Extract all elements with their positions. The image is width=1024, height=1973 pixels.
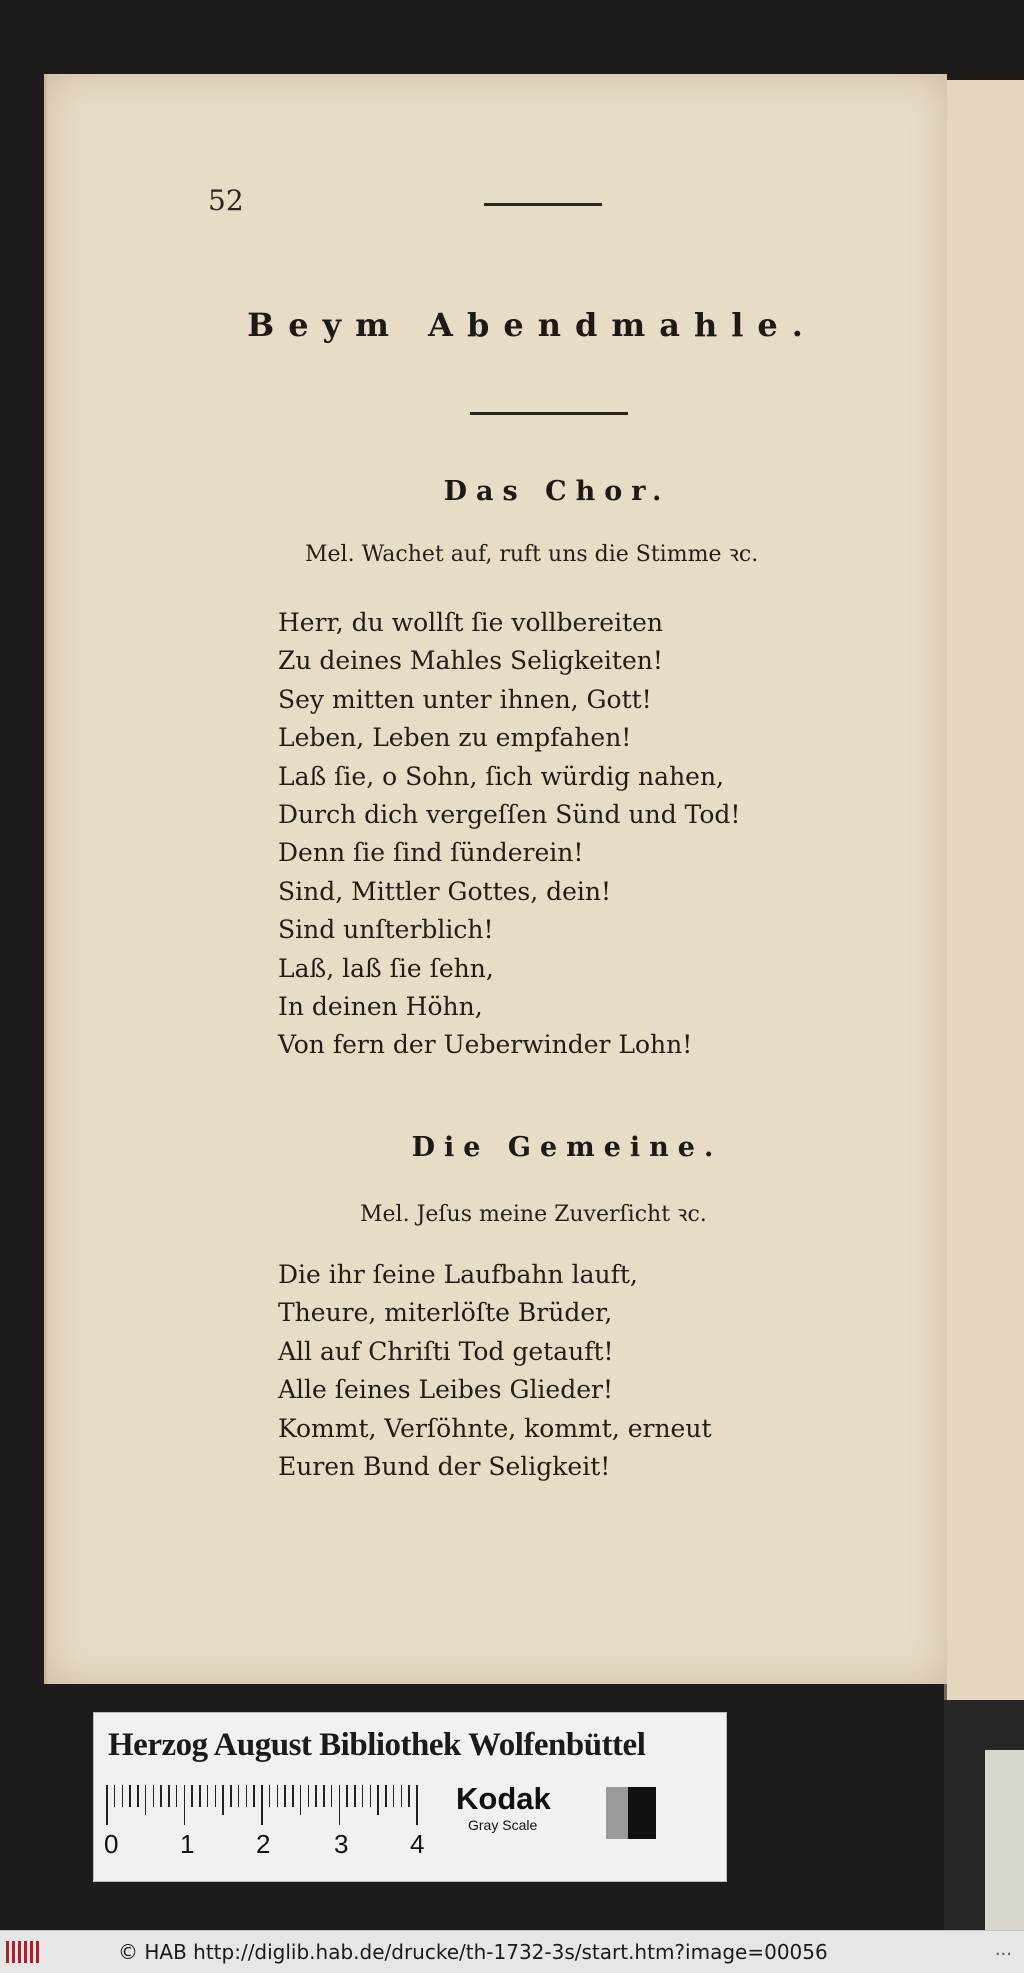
more-menu-icon[interactable]: ... [994,1939,1012,1960]
header-rule [484,203,602,206]
scale-ruler [106,1785,436,1825]
ruler-tick [215,1785,217,1807]
viewer-footer [0,1930,1024,1973]
hab-logo-icon [6,1941,46,1963]
page-title: Beym Abendmahle. [247,306,817,344]
ruler-tick [114,1785,116,1807]
ruler-tick [323,1785,325,1807]
verse-line: Leben, Leben zu empfahen! [278,723,632,753]
gray-patch [606,1787,628,1839]
ruler-tick [277,1785,279,1807]
page-number: 52 [208,184,244,217]
ruler-tick [168,1785,170,1807]
verse-line: Theure, miterlöſte Brüder, [278,1298,613,1328]
ruler-tick [153,1785,155,1807]
verse-line: All auf Chriſti Tod getauft! [278,1336,614,1366]
ruler-tick [331,1785,333,1807]
copyright-url[interactable]: © HAB http://diglib.hab.de/drucke/th-1732-3s/start.htm?image=00056 [118,1940,828,1964]
ruler-tick [408,1785,410,1807]
ruler-tick [377,1785,379,1815]
melody-note-chor: Mel. Wachet auf, ruft uns die Stimme ꝛc. [305,542,759,567]
ruler-tick [238,1785,240,1807]
ruler-tick [253,1785,255,1807]
ruler-tick [315,1785,317,1807]
ruler-tick [222,1785,224,1815]
verse-chor [278,604,740,1065]
adjacent-label-fragment [985,1750,1024,1930]
ruler-tick [401,1785,403,1807]
ruler-tick [176,1785,178,1807]
verse-line: In deinen Höhn, [278,992,483,1022]
scale-number: 3 [334,1829,349,1859]
ruler-tick [191,1785,193,1807]
verse-line: Euren Bund der Seligkeit! [278,1452,611,1482]
ruler-tick [300,1785,302,1815]
scale-number: 4 [410,1829,425,1859]
verse-line: Sind, Mittler Gottes, dein! [278,876,612,906]
verse-line: Sey mitten unter ihnen, Gott! [278,684,652,714]
verse-line: Durch dich vergeſſen Sünd und Tod! [278,800,741,830]
ruler-tick [207,1785,209,1807]
verse-line: Laß ſie, o Sohn, ſich würdig nahen, [278,761,725,791]
verse-line: Von fern der Ueberwinder Lohn! [278,1030,693,1060]
kodak-logo: Kodak [456,1781,551,1816]
ruler-tick [385,1785,387,1807]
black-patch [628,1787,656,1839]
verse-line: Alle ſeines Leibes Glieder! [278,1375,614,1405]
scale-number: 0 [104,1829,119,1859]
verse-line: Denn ſie ſind ſünderein! [278,838,584,868]
verse-line: Kommt, Verſöhnte, kommt, erneut [278,1413,712,1443]
ruler-tick [370,1785,372,1807]
verse-line: Die ihr ſeine Laufbahn lauft, [278,1260,638,1289]
color-calibration-card [93,1712,727,1882]
verse-line: Laß, laß ſie ſehn, [278,953,494,983]
ruler-tick [129,1785,131,1807]
section-heading-gemeine: Die Gemeine. [411,1132,723,1163]
ruler-tick [199,1785,201,1807]
verse-line: Herr, du wollſt ſie vollbereiten [278,608,664,637]
gray-scale-label: Gray Scale [468,1817,538,1833]
ruler-tick [230,1785,232,1807]
ruler-tick [416,1785,418,1825]
verse-line: Zu deines Mahles Seligkeiten! [278,646,663,676]
ruler-tick [246,1785,248,1807]
ruler-tick [145,1785,147,1815]
title-rule [470,412,628,415]
ruler-tick [308,1785,310,1807]
scale-number: 2 [256,1829,271,1859]
scale-number: 1 [180,1829,195,1859]
section-heading-chor: Das Chor. [443,476,671,507]
ruler-tick [184,1785,186,1825]
ruler-tick [292,1785,294,1807]
ruler-tick [393,1785,395,1807]
melody-note-gemeine: Mel. Jeſus meine Zuverſicht ꝛc. [360,1202,707,1227]
ruler-tick [122,1785,124,1807]
ruler-tick [269,1785,271,1807]
verse-gemeine [278,1256,712,1486]
ruler-tick [261,1785,263,1825]
ruler-tick [362,1785,364,1807]
ruler-tick [160,1785,162,1807]
ruler-tick [354,1785,356,1807]
ruler-tick [339,1785,341,1825]
ruler-tick [284,1785,286,1807]
ruler-tick [106,1785,108,1825]
verse-line: Sind unſterblich! [278,915,494,945]
ruler-tick [137,1785,139,1807]
ruler-tick [346,1785,348,1807]
institution-name: Herzog August Bibliothek Wolfenbüttel [108,1727,646,1763]
